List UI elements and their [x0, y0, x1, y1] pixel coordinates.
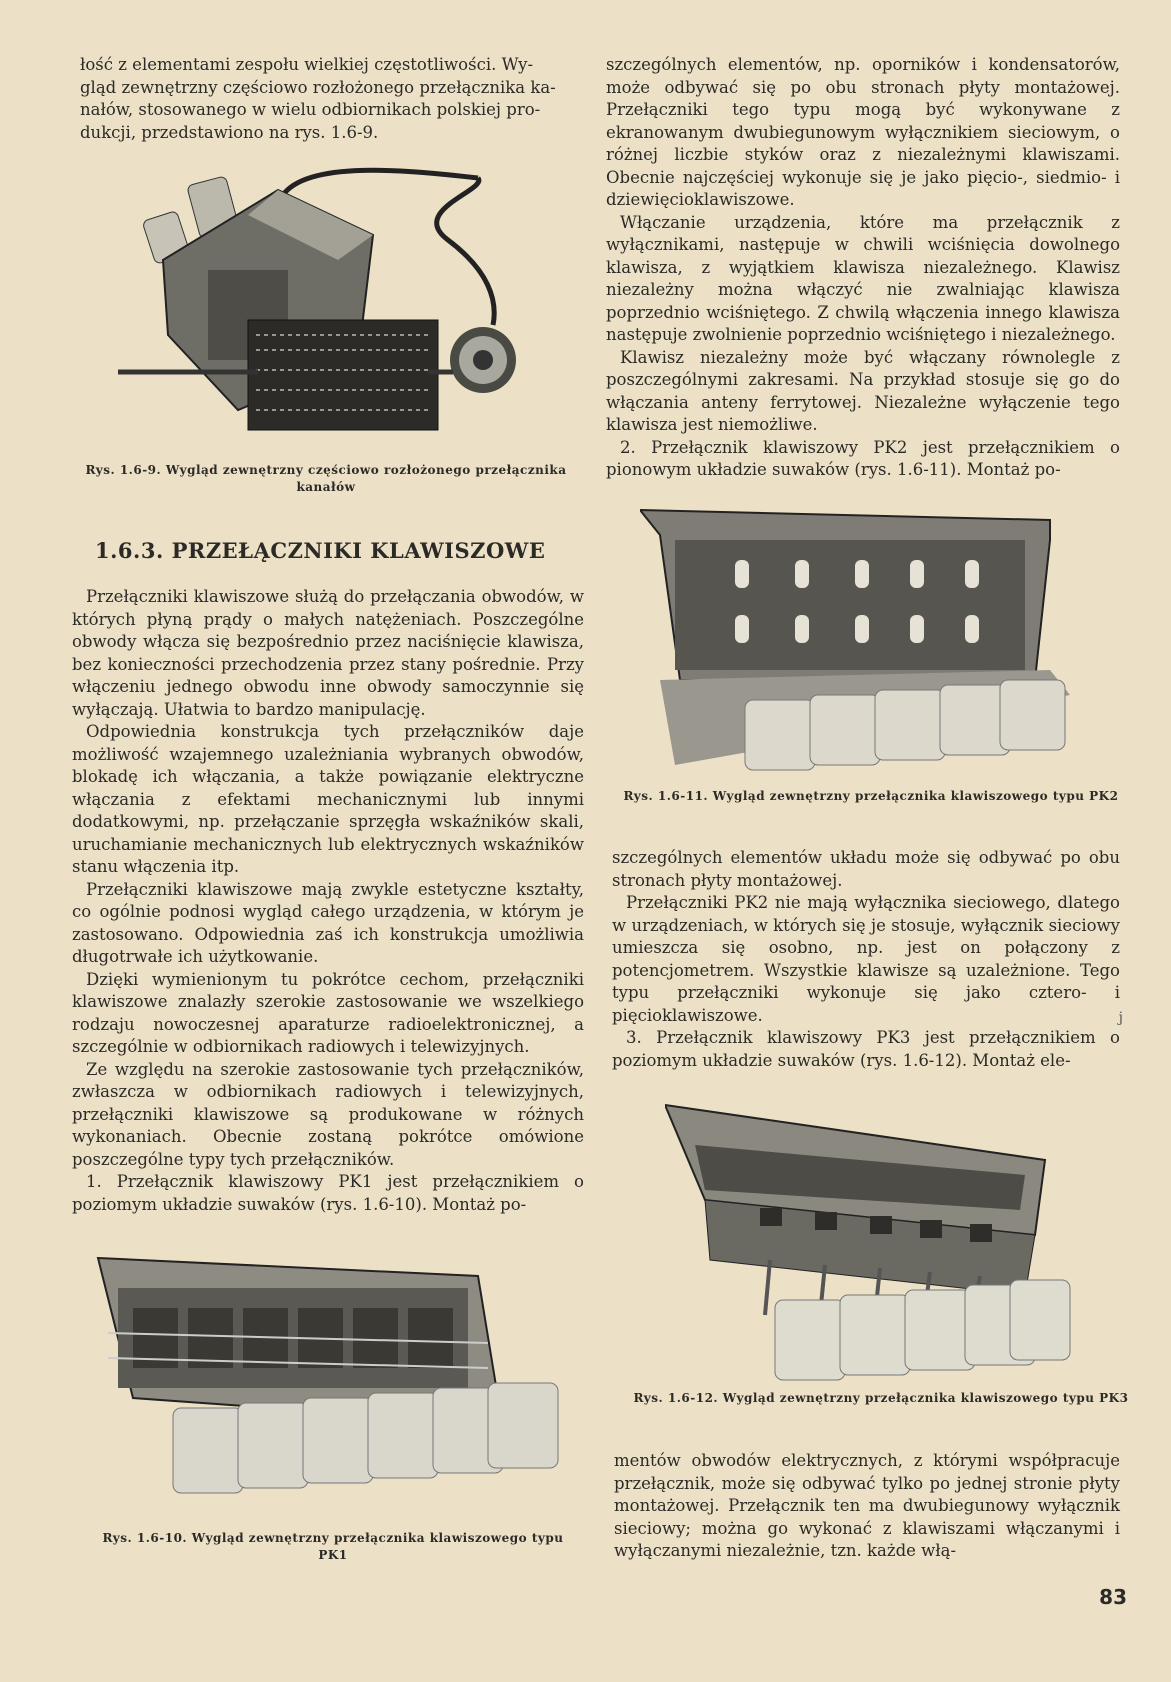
- figure-1-6-9-caption: Rys. 1.6-9. Wygląd zewnętrzny częściowo rozłożonego przełącznika kanałów: [85, 463, 567, 494]
- figure-pk1-switch-photo: [88, 1248, 573, 1498]
- paragraph: Przełączniki klawiszowe służą do przełączania obwodów, w których płyną prądy o małych natężeniach. Poszczególne obwody włącza się bezpośrednio przez naciśnięcie klawisza, bez konieczności przechodzenia przez stany pośrednie. Przy włączeniu jednego obwodu inne obwody samoczynnie się wyłączają. Ułatwia to bardzo manipulację.: [72, 587, 584, 719]
- section-heading: 1.6.3. PRZEŁĄCZNIKI KLAWISZOWE: [95, 538, 546, 563]
- paragraph: Przełączniki klawiszowe mają zwykle estetyczne kształty, co ogólnie podnosi wygląd całego urządzenia, w którym je zastosowano. Odpowiednia zaś ich konstrukcja umożliwia długotrwałe ich użytkowanie.: [72, 879, 584, 966]
- paragraph: szczególnych elementów układu może się odbywać po obu stronach płyty montażowej.: [612, 848, 1120, 890]
- right-column-middle: [612, 847, 1120, 1072]
- figure-pk2-switch-photo: [640, 505, 1080, 775]
- paragraph: Ze względu na szerokie zastosowanie tych przełączników, zwłaszcza w odbiornikach radiowych i telewizyjnych, przełączniki klawiszowe są produkowane w różnych wykonaniach. Obecnie zostaną pokrótce omówione poszczególne typy tych przełączników.: [72, 1059, 584, 1169]
- paragraph: 3. Przełącznik klawiszowy PK3 jest przełącznikiem o poziomym układzie suwaków (rys. 1.6-12). Montaż ele-: [612, 1028, 1120, 1070]
- paragraph: Przełączniki PK2 nie mają wyłącznika sieciowego, dlatego w urządzeniach, w których się je stosuje, wyłącznik sieciowy umieszcza się osobno, np. jest on połączony z potencjometrem. Wszystkie klawisze są uzależnione. Tego typu przełączniki wykonuje się jako cztero- i pięcioklawiszowe.: [612, 893, 1120, 1025]
- margin-mark: j: [1118, 1010, 1123, 1026]
- paragraph: Dzięki wymienionym tu pokrótce cechom, przełączniki klawiszowe znalazły szerokie zastosowanie we wszelkiego rodzaju nowoczesnej aparaturze radioelektronicznej, a szczególnie w odbiornikach radiowych i telewizyjnych.: [72, 969, 584, 1056]
- right-column-bottom: [614, 1450, 1120, 1563]
- paragraph: 2. Przełącznik klawiszowy PK2 jest przełącznikiem o pionowym układzie suwaków (rys. 1.6-11). Montaż po-: [606, 437, 1120, 479]
- paragraph: 1. Przełącznik klawiszowy PK1 jest przełącznikiem o poziomym układzie suwaków (rys. 1.6-10). Montaż po-: [72, 1172, 584, 1214]
- paragraph: szczególnych elementów, np. oporników i kondensatorów, może odbywać się po obu stronach płyty montażowej. Przełączniki tego typu mogą być wykonywane z ekranowanym dwubiegunowym wyłącznikiem sieciowym, o różnej liczbie styków oraz z niezależnymi klawiszami. Obecnie najczęściej wykonuje się je jako pięcio-, siedmio- i dziewięcioklawiszowe.: [606, 55, 1120, 209]
- intro-line: łość z elementami zespołu wielkiej częstotliwości. Wy-: [80, 55, 534, 74]
- figure-1-6-11-caption: Rys. 1.6-11. Wygląd zewnętrzny przełącznika klawiszowego typu PK2: [623, 789, 1119, 803]
- paragraph: Odpowiednia konstrukcja tych przełączników daje możliwość wzajemnego uzależniania wybranych obwodów, blokadę ich włączania, a także powiązanie elektryczne włączania z efektami mechanicznymi lub innymi dodatkowymi, np. przełączanie sprzęgła wskaźników skali, uruchamianie mechanicznych lub elektrycznych wskaźników stanu włączenia itp.: [72, 722, 584, 876]
- left-column: [80, 54, 586, 144]
- intro-line: gląd zewnętrzny częściowo rozłożonego przełącznika ka-: [80, 77, 556, 97]
- figure-channel-selector-photo: [108, 150, 538, 450]
- left-body: [72, 586, 584, 1216]
- figure-1-6-12-caption: Rys. 1.6-12. Wygląd zewnętrzny przełącznika klawiszowego typu PK3: [633, 1391, 1129, 1405]
- right-column-top: [606, 54, 1120, 482]
- page-number: 83: [1099, 1585, 1127, 1609]
- intro-line: nałów, stosowanego w wielu odbiornikach polskiej pro-: [80, 100, 541, 119]
- paragraph: Włączanie urządzenia, które ma przełącznik z wyłącznikami, następuje w chwili wciśnięcia dowolnego klawisza, z wyjątkiem klawisza niezależnego. Klawisz niezależny można włączyć nie zwalniając klawisza poprzednio wciśniętego. Z chwilą włączenia innego klawisza następuje zwolnienie poprzednio wciśniętego i niezależnego.: [606, 212, 1120, 344]
- intro-text: [80, 54, 586, 144]
- paragraph: mentów obwodów elektrycznych, z którymi współpracuje przełącznik, może się odbywać tylko po jednej stronie płyty montażowej. Przełącznik ten ma dwubiegunowy wyłącznik sieciowy; można go wykonać z klawiszami włączanymi i wyłączanymi niezależnie, tzn. każde włą-: [614, 1451, 1120, 1560]
- paragraph: Klawisz niezależny może być włączany równolegle z poszczególnymi zakresami. Na przykład stosuje się go do włączania anteny ferrytowej. Niezależne wyłączenie tego klawisza jest niemożliwe.: [606, 347, 1120, 434]
- figure-1-6-10-caption: Rys. 1.6-10. Wygląd zewnętrzny przełącznika klawiszowego typu PK1: [102, 1531, 564, 1562]
- intro-line: dukcji, przedstawiono na rys. 1.6-9.: [80, 122, 379, 142]
- figure-pk3-switch-photo: [665, 1100, 1075, 1385]
